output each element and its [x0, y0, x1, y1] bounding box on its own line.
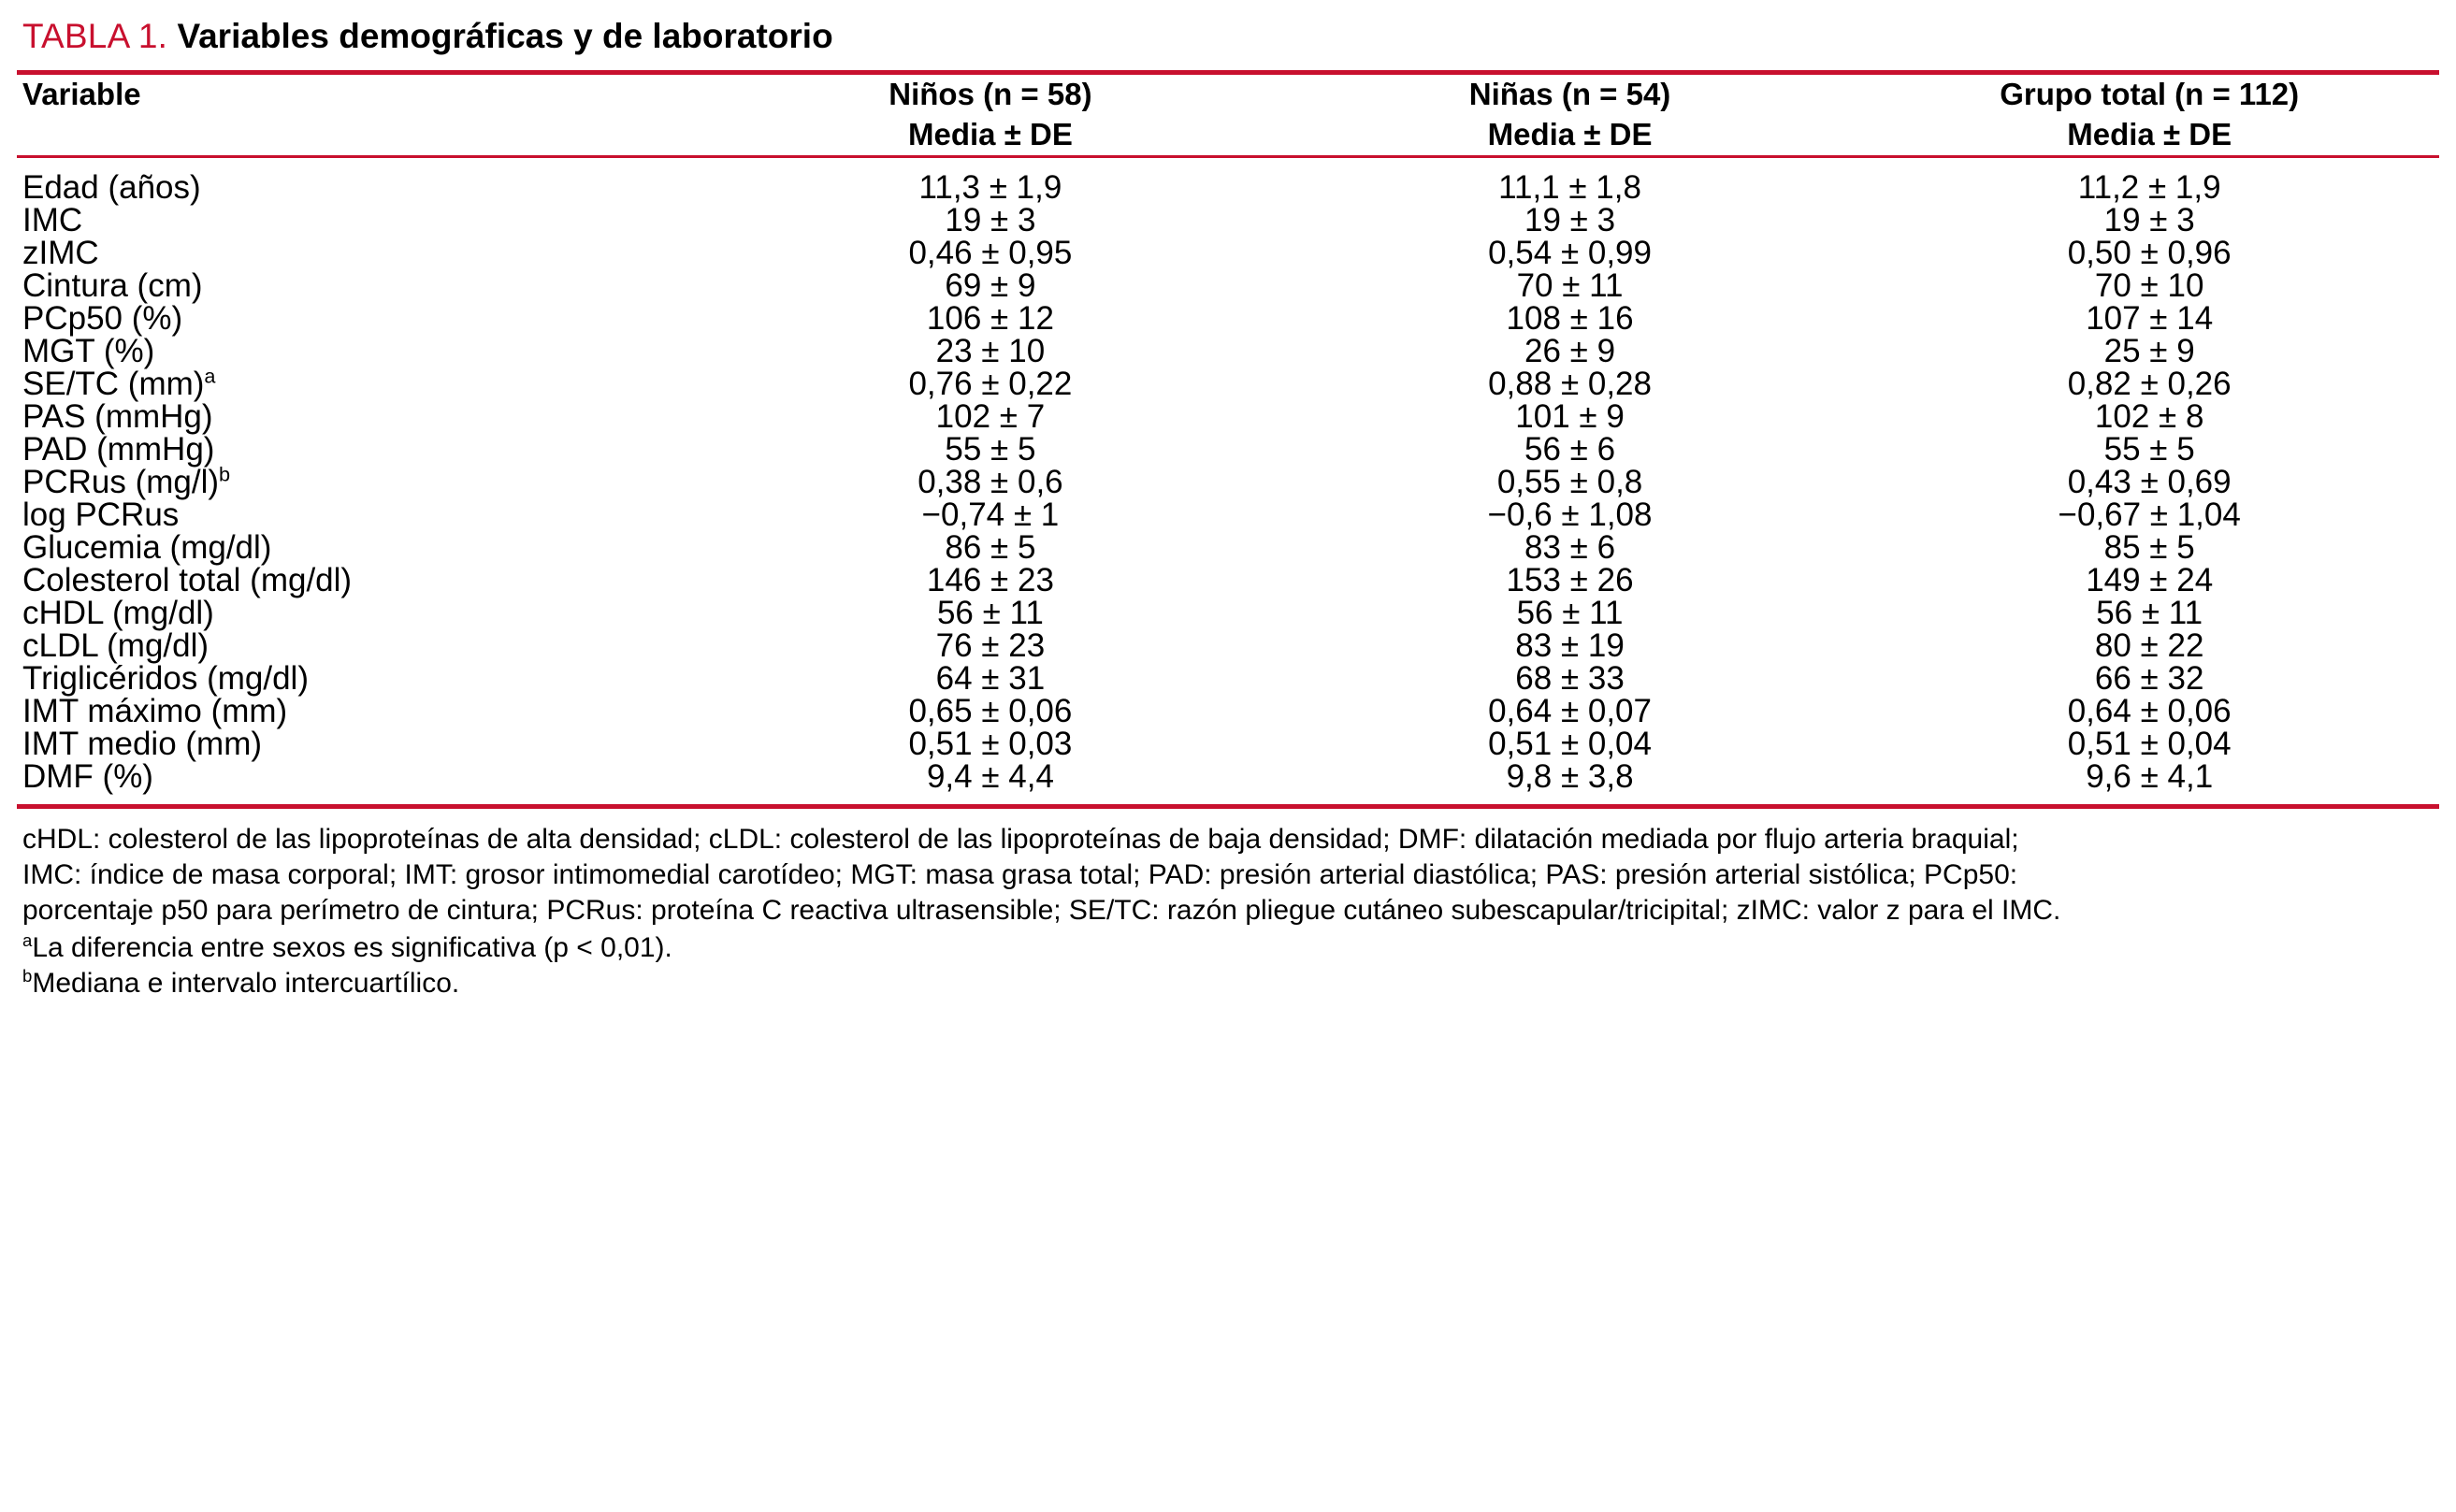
row-value-total: 85 ± 5 — [2103, 529, 2195, 567]
row-variable — [17, 300, 701, 338]
table-row — [17, 335, 2439, 367]
table-row — [17, 400, 2439, 433]
footnote-b-marker: b — [22, 965, 33, 986]
row-variable-text: log PCRus — [22, 497, 180, 534]
row-variable-text: cLDL (mg/dl) — [22, 627, 209, 665]
row-variable — [17, 235, 701, 272]
body-footer-spacer — [17, 793, 2439, 804]
row-variable-text: PAS (mmHg) — [22, 398, 213, 436]
table-row — [17, 695, 2439, 727]
row-value-total: 0,43 ± 0,69 — [2067, 464, 2232, 501]
row-value-ninos: −0,74 ± 1 — [921, 497, 1060, 534]
row-value-total: 102 ± 8 — [2094, 398, 2204, 436]
header-row — [17, 75, 2439, 155]
abbreviations-line-1: cHDL: colesterol de las lipoproteínas de alta densidad; cLDL: colesterol de las lipoproteínas de baja densidad; DMF: dilatación mediada por flujo arteria braquial; — [22, 824, 2019, 856]
row-variable-text: zIMC — [22, 235, 99, 272]
row-value-ninas: 19 ± 3 — [1524, 202, 1616, 239]
table-number-label: TABLA 1. — [22, 17, 168, 55]
abbreviations-note — [22, 822, 2435, 929]
column-header-variable — [17, 75, 701, 155]
row-value-ninas: 101 ± 9 — [1515, 398, 1625, 436]
column-header-ninas-line2: Media ± DE — [1487, 117, 1653, 152]
column-header-variable-line1: Variable — [22, 77, 141, 112]
row-variable-text: Glucemia (mg/dl) — [22, 529, 272, 567]
row-variable — [17, 693, 701, 730]
row-variable — [17, 564, 701, 597]
table-row — [17, 171, 2439, 204]
row-value-ninos: 76 ± 23 — [935, 627, 1046, 665]
row-value-ninas: 153 ± 26 — [1506, 562, 1634, 599]
row-variable — [17, 595, 701, 632]
row-variable-text: PCRus (mg/l) — [22, 464, 220, 501]
column-header-ninos-line1: Niños (n = 58) — [888, 77, 1092, 112]
row-variable-text: PCp50 (%) — [22, 300, 183, 338]
row-variable-text: MGT (%) — [22, 333, 155, 370]
table-row — [17, 433, 2439, 466]
footnote-a — [22, 930, 2435, 966]
row-variable — [17, 267, 701, 305]
row-variable-text: IMT medio (mm) — [22, 726, 263, 763]
row-value-ninas: 9,8 ± 3,8 — [1506, 758, 1634, 796]
row-value-ninas: 0,88 ± 0,28 — [1488, 366, 1652, 403]
row-value-total: 149 ± 24 — [2086, 562, 2214, 599]
row-value-ninas: 83 ± 19 — [1515, 627, 1625, 665]
table-footnotes — [17, 809, 2439, 1001]
table-row — [17, 498, 2439, 531]
row-variable-text: Edad (años) — [22, 169, 201, 207]
row-value-total: 9,6 ± 4,1 — [2086, 758, 2214, 796]
row-value-ninos: 146 ± 23 — [926, 562, 1054, 599]
abbreviations-line-2: IMC: índice de masa corporal; IMT: grosor intimomedial carotídeo; MGT: masa grasa total; PAD: presión arterial diastólica; PAS: presión arterial sistólica; PCp50: — [22, 859, 2018, 891]
row-value-ninos: 0,46 ± 0,95 — [908, 235, 1073, 272]
column-header-ninas-line1: Niñas (n = 54) — [1468, 77, 1671, 112]
table-body — [17, 169, 2439, 796]
table-row — [17, 564, 2439, 597]
row-value-total: 70 ± 10 — [2094, 267, 2204, 305]
row-variable — [17, 398, 701, 436]
row-variable-text: SE/TC (mm) — [22, 366, 205, 403]
row-value-ninos: 0,76 ± 0,22 — [908, 366, 1073, 403]
row-variable-text: Triglicéridos (mg/dl) — [22, 660, 309, 698]
row-variable-text: PAD (mmHg) — [22, 431, 215, 468]
footnote-b — [22, 966, 2435, 1001]
row-value-ninos: 19 ± 3 — [945, 202, 1036, 239]
row-variable-text: cHDL (mg/dl) — [22, 595, 214, 632]
table-row — [17, 302, 2439, 335]
table-row — [17, 629, 2439, 662]
row-variable — [17, 433, 701, 466]
row-variable — [17, 169, 701, 207]
row-variable — [17, 364, 701, 403]
table-row — [17, 727, 2439, 760]
column-header-total-line2: Media ± DE — [2067, 117, 2232, 152]
row-value-ninos: 64 ± 31 — [935, 660, 1046, 698]
row-variable-text: IMT máximo (mm) — [22, 693, 288, 730]
table-header — [17, 75, 2439, 155]
row-value-ninos: 11,3 ± 1,9 — [918, 169, 1062, 207]
row-variable — [17, 627, 701, 665]
row-value-ninas: 0,55 ± 0,8 — [1496, 464, 1643, 501]
table-row — [17, 760, 2439, 793]
row-value-ninas: 56 ± 6 — [1524, 431, 1616, 468]
row-variable — [17, 758, 701, 796]
row-value-ninos: 86 ± 5 — [945, 529, 1036, 567]
table-row — [17, 269, 2439, 302]
row-value-total: 25 ± 9 — [2103, 333, 2195, 370]
row-value-total: 0,82 ± 0,26 — [2067, 366, 2232, 403]
row-variable — [17, 462, 701, 501]
row-value-ninos: 102 ± 7 — [935, 398, 1046, 436]
demographic-lab-table-body — [17, 169, 2439, 796]
row-value-ninas: 83 ± 6 — [1524, 529, 1616, 567]
row-value-ninas: 108 ± 16 — [1506, 300, 1634, 338]
table-row — [17, 237, 2439, 269]
row-value-ninas: 56 ± 11 — [1516, 595, 1624, 632]
row-value-total: 0,64 ± 0,06 — [2067, 693, 2232, 730]
row-value-ninos: 9,4 ± 4,4 — [926, 758, 1054, 796]
table-caption: Variables demográficas y de laboratorio — [177, 17, 833, 55]
footnote-a-marker: a — [22, 929, 33, 950]
demographic-lab-table — [17, 75, 2439, 155]
row-variable-text: Cintura (cm) — [22, 267, 203, 305]
table-row — [17, 204, 2439, 237]
row-variable — [17, 333, 701, 370]
row-variable — [17, 726, 701, 763]
column-header-total — [1859, 75, 2439, 155]
row-value-ninos: 0,65 ± 0,06 — [908, 693, 1073, 730]
row-value-ninas: 70 ± 11 — [1516, 267, 1624, 305]
row-value-total: −0,67 ± 1,04 — [2058, 497, 2241, 534]
row-value-total: 11,2 ± 1,9 — [2077, 169, 2221, 207]
row-value-ninas: 68 ± 33 — [1515, 660, 1625, 698]
row-value-ninos: 0,51 ± 0,03 — [908, 726, 1073, 763]
row-value-total: 80 ± 22 — [2094, 627, 2204, 665]
column-header-ninos-line2: Media ± DE — [908, 117, 1073, 152]
row-value-ninos: 69 ± 9 — [945, 267, 1036, 305]
row-value-total: 0,51 ± 0,04 — [2067, 726, 2232, 763]
row-variable-text: IMC — [22, 202, 83, 239]
row-variable-text: Colesterol total (mg/dl) — [22, 562, 353, 599]
header-body-spacer — [17, 158, 2439, 171]
row-variable-text: DMF (%) — [22, 758, 153, 796]
row-value-total: 19 ± 3 — [2103, 202, 2195, 239]
column-header-ninos — [701, 75, 1280, 155]
table-row — [17, 531, 2439, 564]
row-value-total: 56 ± 11 — [2096, 595, 2203, 632]
row-value-ninas: 0,64 ± 0,07 — [1488, 693, 1652, 730]
footnote-marker-b: b — [219, 462, 231, 486]
footnote-marker-a: a — [204, 364, 216, 388]
table-row — [17, 662, 2439, 695]
row-value-ninas: 11,1 ± 1,8 — [1498, 169, 1641, 207]
row-variable — [17, 497, 701, 534]
row-value-total: 107 ± 14 — [2086, 300, 2214, 338]
row-value-total: 66 ± 32 — [2094, 660, 2204, 698]
row-value-ninas: 0,54 ± 0,99 — [1488, 235, 1652, 272]
row-value-total: 55 ± 5 — [2103, 431, 2195, 468]
row-value-ninas: 0,51 ± 0,04 — [1488, 726, 1652, 763]
row-variable — [17, 529, 701, 567]
row-value-total: 0,50 ± 0,96 — [2067, 235, 2232, 272]
table-row — [17, 466, 2439, 498]
abbreviations-line-3: porcentaje p50 para perímetro de cintura; PCRus: proteína C reactiva ultrasensible; SE/TC: razón pliegue cutáneo subescapular/tricipital; zIMC: valor z para el IMC. — [22, 895, 2061, 927]
table-title — [17, 13, 2439, 70]
table-row — [17, 597, 2439, 629]
table-row — [17, 367, 2439, 400]
row-value-ninos: 23 ± 10 — [935, 333, 1046, 370]
footnote-a-text: La diferencia entre sexos es significativa (p < 0,01). — [32, 931, 672, 963]
row-value-ninos: 55 ± 5 — [945, 431, 1036, 468]
column-header-ninas — [1280, 75, 1860, 155]
row-variable — [17, 204, 701, 237]
column-header-total-line1: Grupo total (n = 112) — [2000, 77, 2300, 112]
row-value-ninas: −0,6 ± 1,08 — [1487, 497, 1653, 534]
row-value-ninos: 56 ± 11 — [936, 595, 1044, 632]
row-variable — [17, 660, 701, 698]
row-value-ninos: 106 ± 12 — [926, 300, 1054, 338]
row-value-ninas: 26 ± 9 — [1524, 333, 1616, 370]
footnote-b-text: Mediana e intervalo intercuartílico. — [32, 967, 460, 999]
row-value-ninos: 0,38 ± 0,6 — [917, 464, 1063, 501]
